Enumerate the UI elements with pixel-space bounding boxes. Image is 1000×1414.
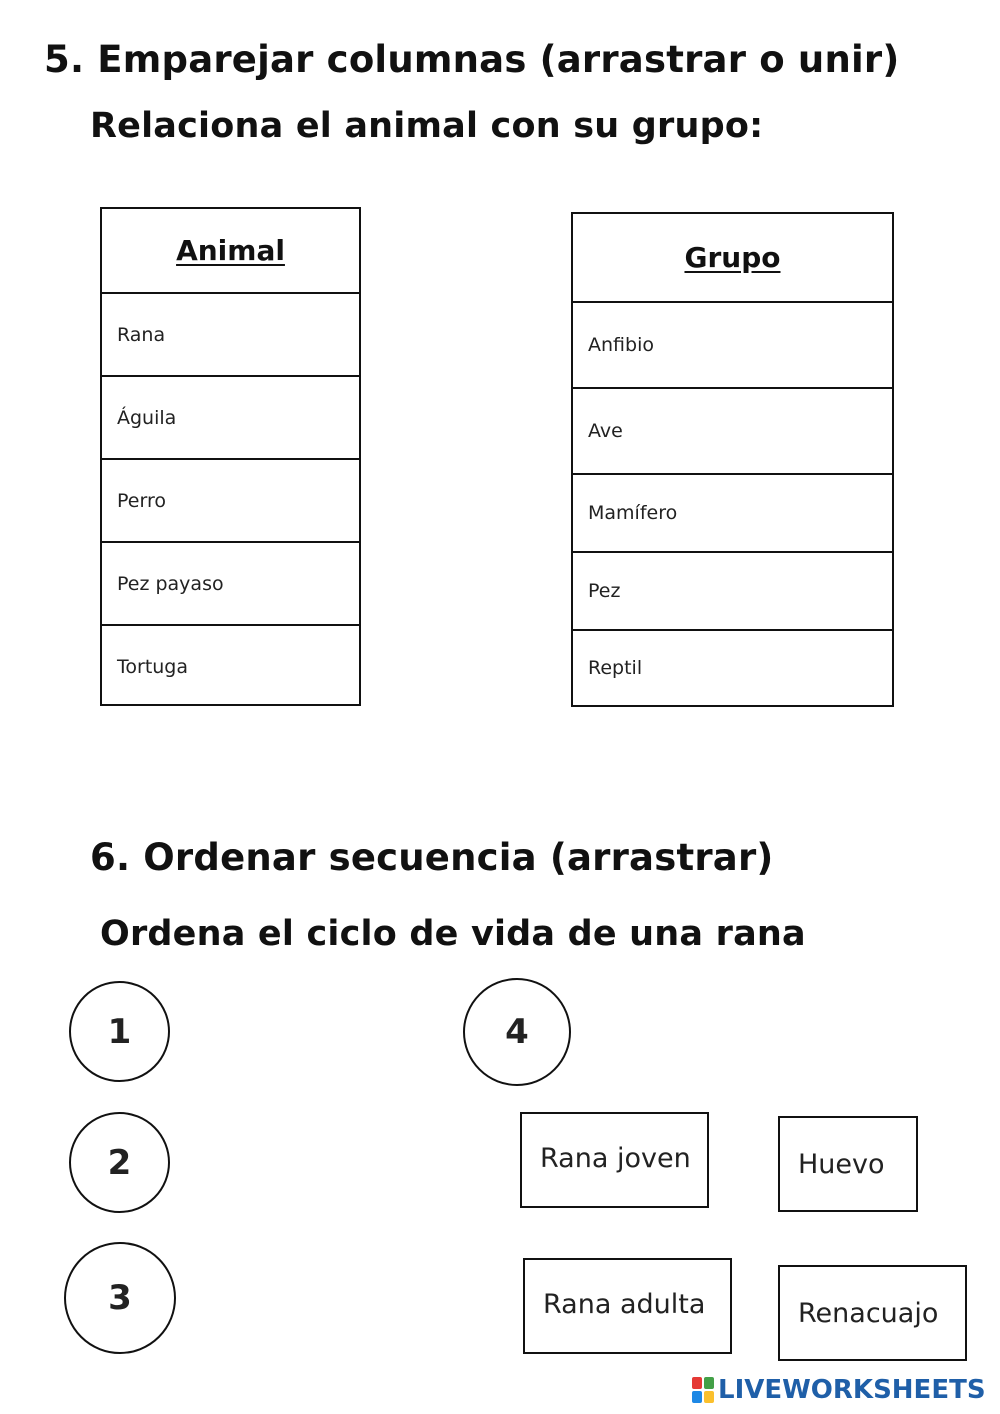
animal-item-tortuga[interactable]: Tortuga <box>102 624 359 707</box>
logo-square-green <box>704 1377 714 1389</box>
group-item-pez[interactable]: Pez <box>573 551 892 629</box>
section6-subtitle: Ordena el ciclo de vida de una rana <box>100 914 806 954</box>
section5-subtitle: Relaciona el animal con su grupo: <box>90 106 764 146</box>
liveworksheets-brand <box>692 1374 986 1406</box>
group-item-anfibio[interactable]: Anfibio <box>573 301 892 387</box>
logo-square-blue <box>692 1391 702 1403</box>
drag-card-huevo[interactable]: Huevo <box>778 1116 918 1212</box>
sequence-slot-4[interactable]: 4 <box>463 978 571 1086</box>
group-item-mamifero[interactable]: Mamífero <box>573 473 892 551</box>
drag-card-rana-adulta[interactable]: Rana adulta <box>523 1258 732 1354</box>
animal-table <box>100 207 361 706</box>
group-table-header: Grupo <box>684 241 781 274</box>
group-item-reptil[interactable]: Reptil <box>573 629 892 705</box>
section6-title: 6. Ordenar secuencia (arrastrar) <box>90 836 774 879</box>
group-item-ave[interactable]: Ave <box>573 387 892 473</box>
animal-item-pez-payaso[interactable]: Pez payaso <box>102 541 359 624</box>
animal-item-aguila[interactable]: Águila <box>102 375 359 458</box>
liveworksheets-wordmark: LIVEWORKSHEETS <box>718 1375 986 1405</box>
animal-item-rana[interactable]: Rana <box>102 292 359 375</box>
sequence-slot-1[interactable]: 1 <box>69 981 170 1082</box>
sequence-slot-2[interactable]: 2 <box>69 1112 170 1213</box>
drag-card-renacuajo[interactable]: Renacuajo <box>778 1265 967 1361</box>
liveworksheets-logo-icon <box>692 1377 714 1403</box>
logo-square-yellow <box>704 1391 714 1403</box>
section5-title: 5. Emparejar columnas (arrastrar o unir) <box>44 38 900 81</box>
group-table <box>571 212 894 707</box>
sequence-slot-3[interactable]: 3 <box>64 1242 176 1354</box>
logo-square-red <box>692 1377 702 1389</box>
animal-table-header: Animal <box>176 234 285 267</box>
animal-item-perro[interactable]: Perro <box>102 458 359 541</box>
drag-card-rana-joven[interactable]: Rana joven <box>520 1112 709 1208</box>
